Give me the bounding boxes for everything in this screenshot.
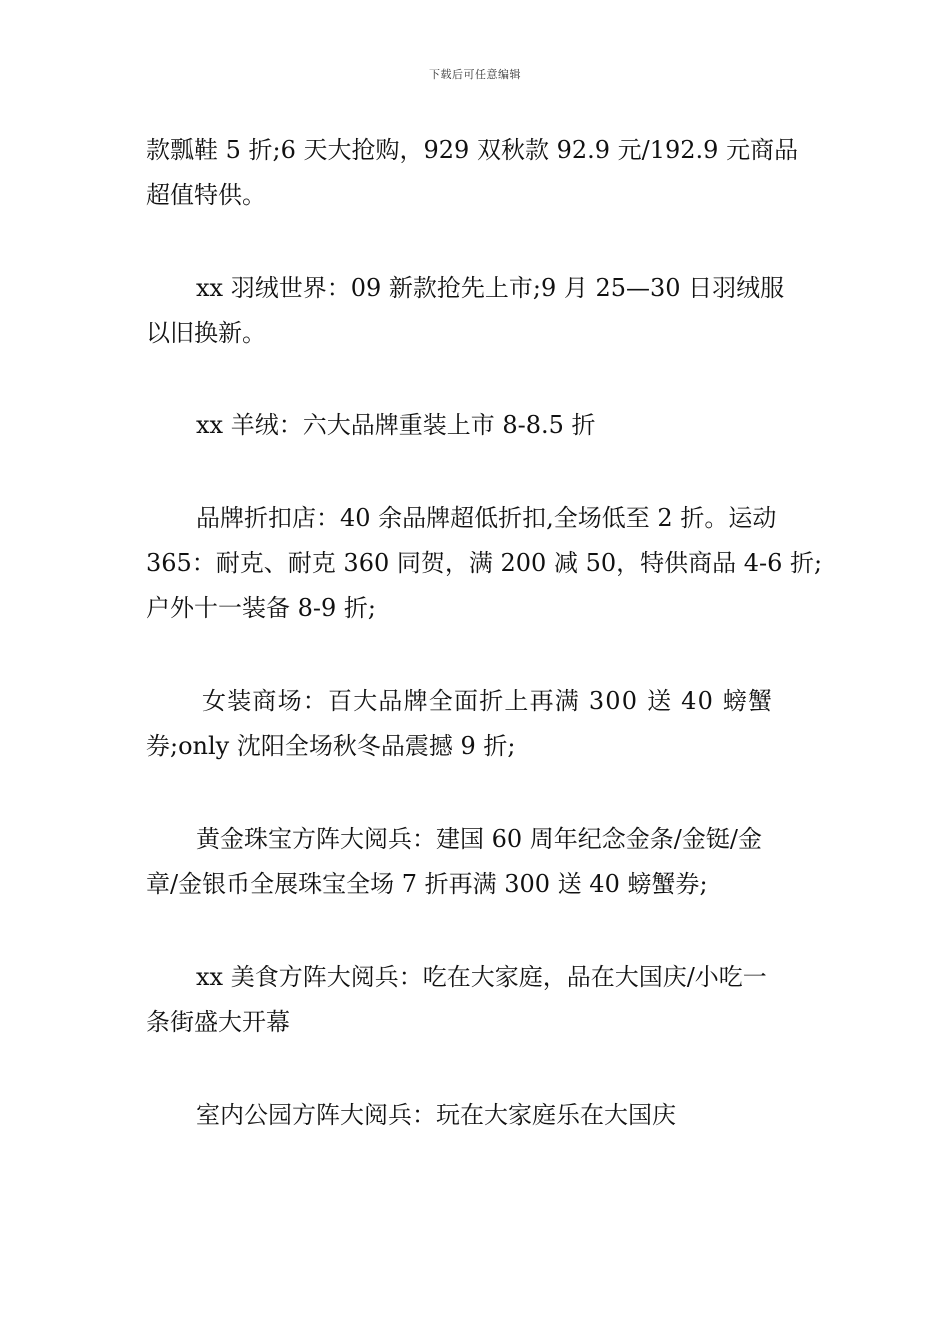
- paragraph-line: 室内公园方阵大阅兵：玩在大家庭乐在大国庆: [196, 1101, 676, 1129]
- paragraph-line: 超值特供。: [146, 181, 266, 209]
- paragraph-line: 以旧换新。: [146, 319, 266, 347]
- paragraph-line: xx 羊绒：六大品牌重装上市 8-8.5 折: [196, 411, 596, 439]
- paragraph-womens-wear: [146, 679, 808, 769]
- paragraph-food: [146, 955, 808, 1045]
- paragraph-shoes-sale: [146, 128, 808, 218]
- paragraph-indoor-park: [146, 1093, 808, 1138]
- paragraph-line: 条街盛大开幕: [146, 1008, 290, 1036]
- page-header: 下载后可任意编辑: [429, 68, 521, 81]
- paragraph-line: 365：耐克、耐克 360 同贺，满 200 减 50，特供商品 4-6 折;: [146, 549, 823, 577]
- paragraph-line: 黄金珠宝方阵大阅兵：建国 60 周年纪念金条/金铤/金: [196, 825, 762, 853]
- paragraph-jewelry: [146, 817, 808, 907]
- paragraph-cashmere: [146, 403, 808, 448]
- paragraph-line: 章/金银币全展珠宝全场 7 折再满 300 送 40 螃蟹券;: [146, 870, 708, 898]
- paragraph-line: 女装商场：百大品牌全面折上再满 300 送 40 螃蟹: [202, 687, 774, 715]
- document-body: [146, 128, 823, 1138]
- paragraph-line: 券;only 沈阳全场秋冬品震撼 9 折;: [146, 732, 516, 760]
- paragraph-line: xx 美食方阵大阅兵：吃在大家庭，品在大国庆/小吃一: [196, 963, 767, 991]
- paragraph-down-world: [146, 266, 808, 356]
- paragraph-brand-outlet: [146, 496, 823, 631]
- paragraph-line: 款瓢鞋 5 折;6 天大抢购，929 双秋款 92.9 元/192.9 元商品: [146, 136, 799, 164]
- paragraph-line: xx 羽绒世界：09 新款抢先上市;9 月 25—30 日羽绒服: [196, 274, 785, 302]
- paragraph-line: 品牌折扣店：40 余品牌超低折扣,全场低至 2 折。运动: [196, 504, 777, 532]
- paragraph-line: 户外十一装备 8-9 折;: [146, 594, 376, 622]
